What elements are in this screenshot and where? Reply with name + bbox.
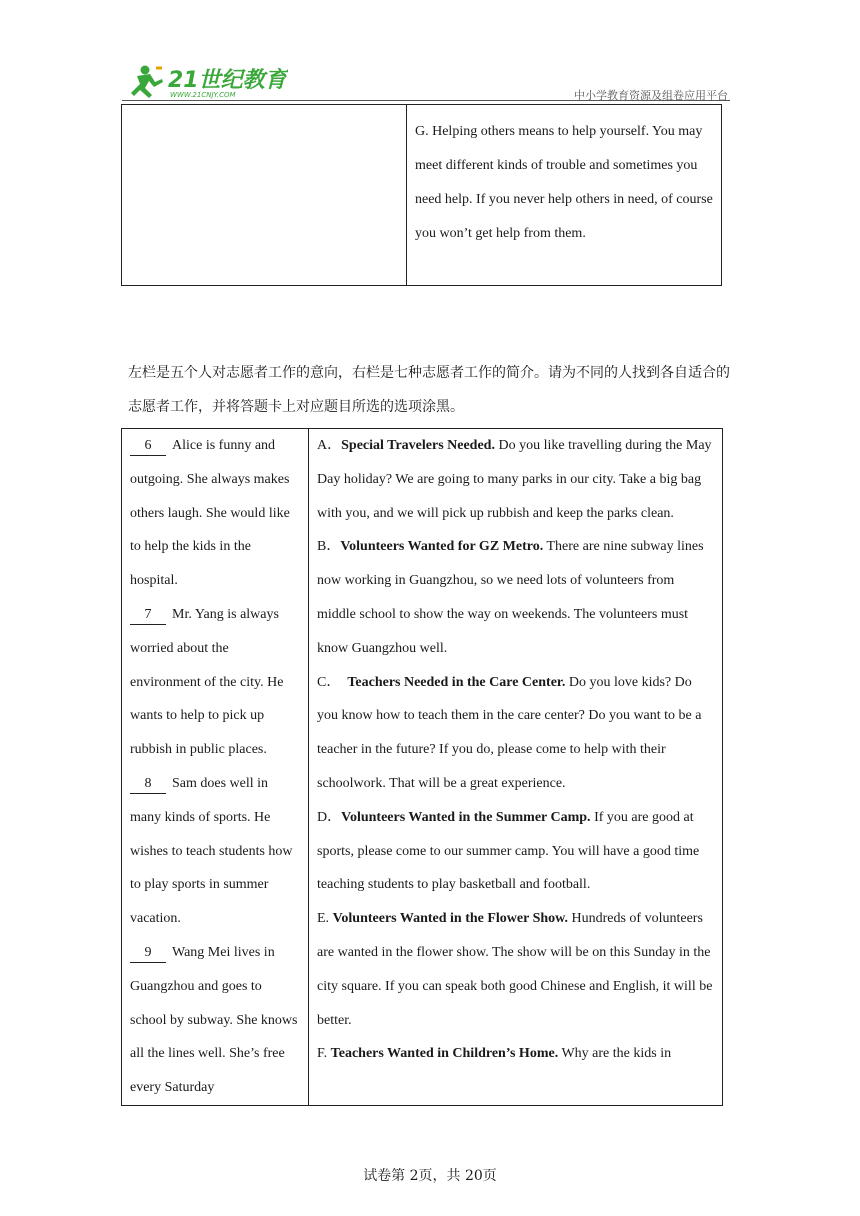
option-item: C． Teachers Needed in the Care Center. Do you love kids? Do you know how to teach them in the care center? Do you want to be a teacher in the future? If you do, please come to help with their schoolwork. That will be a great experience. <box>317 674 702 791</box>
people-column <box>122 429 309 1106</box>
option-item: D．Volunteers Wanted in the Summer Camp. If you are good at sports, please come to our summer camp. You will have a good time teaching students to play basketball and football. <box>317 809 700 893</box>
platform-name: 中小学教育资源及组卷应用平台 <box>574 89 728 102</box>
page-footer: 试卷第 2页，共 20页 <box>363 1168 497 1184</box>
instructions: 左栏是五个人对志愿者工作的意向，右栏是七种志愿者工作的简介。请为不同的人找到各自适合的志愿者工作，并将答题卡上对应题目所选的选项涂黑。 <box>128 365 730 415</box>
person-item: 9 Wang Mei lives in Guangzhou and goes to school by subway. She knows all the lines well. She’s free every Saturday <box>130 944 298 1096</box>
svg-text:21世纪教育: 21世纪教育 <box>168 68 287 93</box>
option-g-text: G. Helping others means to help yourself. You may meet different kinds of trouble and sometimes you need help. If you never help others in need, of course you won’t get help from them. <box>407 105 722 286</box>
option-item: E. Volunteers Wanted in the Flower Show. Hundreds of volunteers are wanted in the flower show. The show will be on this Sunday in the city square. If you can speak both good Chinese and English, it will be better. <box>317 911 713 1028</box>
option-item: F. Teachers Wanted in Children’s Home. Why are the kids in <box>317 1046 672 1062</box>
options-column <box>309 429 723 1106</box>
option-g-table <box>121 104 722 286</box>
answer-blank[interactable]: 9 <box>130 944 166 963</box>
person-item: 6 Alice is funny and outgoing. She always makes others laugh. She would like to help the kids in the hospital. <box>130 438 290 589</box>
svg-text:WWW.21CNJY.COM: WWW.21CNJY.COM <box>170 91 236 99</box>
matching-table <box>121 428 723 1106</box>
answer-blank[interactable]: 6 <box>130 437 166 456</box>
page-header <box>122 62 730 102</box>
answer-blank[interactable]: 7 <box>130 606 166 625</box>
empty-cell <box>122 105 407 286</box>
answer-blank[interactable]: 8 <box>130 775 166 794</box>
option-item: B．Volunteers Wanted for GZ Metro. There are nine subway lines now working in Guangzhou, so we need lots of volunteers from middle school to show the way on weekends. The volunteers must know Guangzhou well. <box>317 539 704 656</box>
person-item: 8 Sam does well in many kinds of sports. He wishes to teach students how to play sports in summer vacation. <box>130 775 293 927</box>
option-item: A．Special Travelers Needed. Do you like travelling during the May Day holiday? We are going to many parks in our city. Take a big bag with you, and we will pick up rubbish and keep the parks clean. <box>317 438 712 521</box>
person-item: 7 Mr. Yang is always worried about the environment of the city. He wants to help to pick up rubbish in public places. <box>130 606 284 758</box>
logo-21cnjy <box>128 62 288 100</box>
